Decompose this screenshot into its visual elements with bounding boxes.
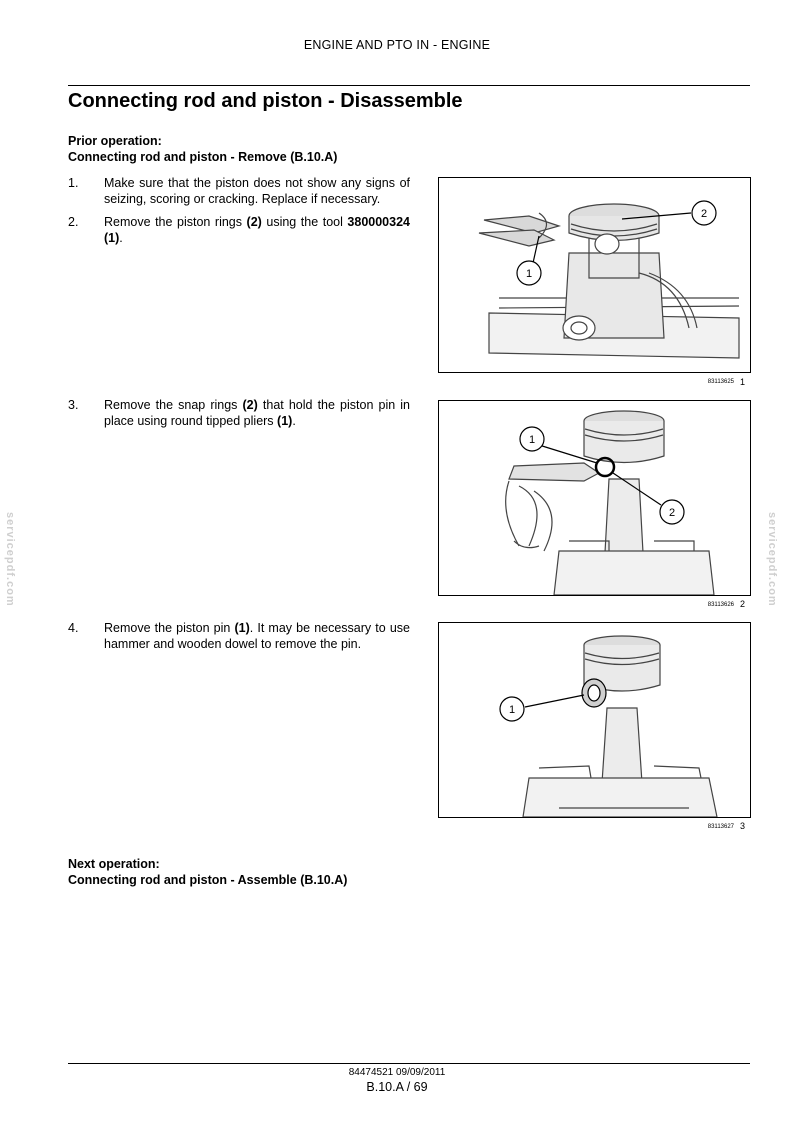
step-2 bbox=[68, 214, 410, 246]
prior-operation bbox=[68, 133, 337, 165]
text-run: using the tool bbox=[261, 215, 348, 229]
figure-number: 1 bbox=[740, 377, 746, 387]
callout-label: 2 bbox=[668, 507, 676, 519]
text-run: Remove the piston rings bbox=[104, 215, 247, 229]
step-text: Make sure that the piston does not show any signs of seizing, scoring or cracking. Replace if necessary. bbox=[104, 176, 410, 206]
step-1 bbox=[68, 175, 410, 207]
figure-number: 3 bbox=[740, 821, 746, 831]
text-run: . It may be necessary to use hammer and wooden dowel to remove the pin. bbox=[104, 621, 410, 651]
page-title: Connecting rod and piston - Disassemble bbox=[68, 90, 463, 112]
header-rule bbox=[68, 85, 750, 86]
callout-ref: (1) bbox=[277, 414, 293, 428]
prior-operation-link[interactable]: Connecting rod and piston - Remove (B.10.A) bbox=[68, 150, 338, 164]
callout-label: 1 bbox=[528, 434, 536, 446]
step-text bbox=[104, 397, 410, 429]
text-run: . bbox=[119, 231, 123, 245]
step-number: 4. bbox=[68, 621, 79, 635]
figure-2 bbox=[438, 400, 751, 596]
watermark-right: servicepdf.com bbox=[766, 512, 778, 607]
next-operation-link[interactable]: Connecting rod and piston - Assemble (B.10.A) bbox=[68, 873, 348, 887]
running-header: ENGINE AND PTO IN - ENGINE bbox=[303, 38, 491, 52]
callout-ref: (2) bbox=[242, 398, 258, 412]
prior-operation-label: Prior operation: bbox=[68, 134, 162, 148]
figure-reference-code: 83113626 bbox=[707, 602, 734, 608]
step-text bbox=[104, 620, 410, 652]
step-number: 3. bbox=[68, 398, 79, 412]
step-number: 2. bbox=[68, 215, 79, 229]
footer-document-id: 84474521 09/09/2011 bbox=[348, 1067, 446, 1078]
next-operation bbox=[68, 856, 347, 888]
callout-label: 2 bbox=[700, 208, 708, 220]
figure-reference-code: 83113627 bbox=[707, 824, 734, 830]
step-text bbox=[104, 214, 410, 246]
watermark-left: servicepdf.com bbox=[4, 512, 16, 607]
text-run: that hold the piston pin in place using round tipped pliers bbox=[104, 398, 410, 428]
callout-label: 1 bbox=[525, 268, 533, 280]
piston-pin-removal-illustration bbox=[439, 623, 750, 817]
figure-reference-code: 83113625 bbox=[707, 379, 734, 385]
footer-page-number: B.10.A / 69 bbox=[366, 1080, 428, 1094]
callout-label: 1 bbox=[508, 704, 516, 716]
text-run: Remove the piston pin bbox=[104, 621, 235, 635]
step-4 bbox=[68, 620, 410, 652]
text-run: . bbox=[292, 414, 296, 428]
tool-ref: 380000324 (1) bbox=[104, 215, 410, 245]
text-run: Remove the snap rings bbox=[104, 398, 243, 412]
piston-ring-removal-illustration bbox=[439, 178, 750, 372]
callout-ref: (1) bbox=[234, 621, 250, 635]
next-operation-label: Next operation: bbox=[68, 857, 160, 871]
figure-1 bbox=[438, 177, 751, 373]
figure-number: 2 bbox=[740, 599, 746, 609]
step-number: 1. bbox=[68, 176, 79, 190]
figure-3 bbox=[438, 622, 751, 818]
callout-ref: (2) bbox=[246, 215, 262, 229]
footer-rule bbox=[68, 1063, 750, 1064]
snap-ring-removal-illustration bbox=[439, 401, 750, 595]
step-3 bbox=[68, 397, 410, 429]
